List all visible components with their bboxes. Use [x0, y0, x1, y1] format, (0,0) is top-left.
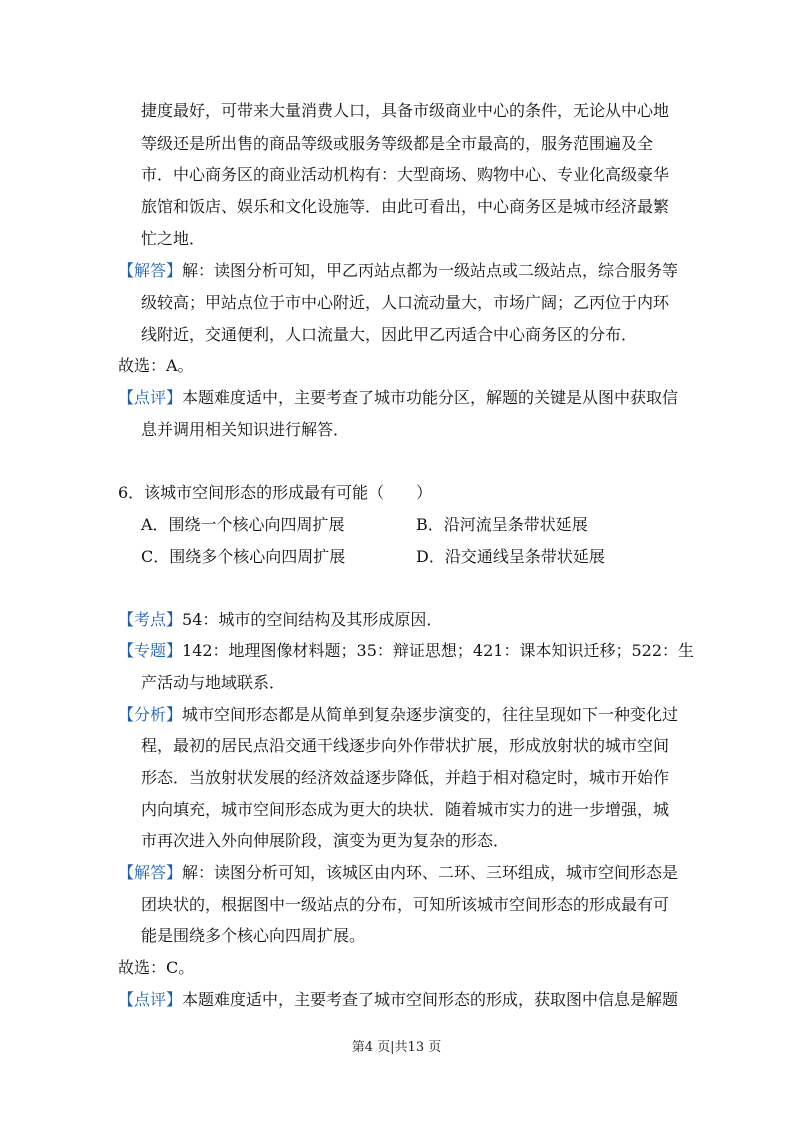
comment-line — [118, 388, 678, 408]
text-line: 级较高；甲站点位于市中心附近，人口流动量大，市场广阔；乙丙位于内环 — [141, 293, 670, 312]
text-line: 市．中心商务区的商业活动机构有：大型商场、购物中心、专业化高级豪华 — [141, 165, 670, 184]
text-line: 息并调用相关知识进行解答． — [141, 420, 350, 439]
text-line: 市再次进入外向伸展阶段，演变为更为复杂的形态． — [141, 831, 510, 850]
fenxi-tag: 【分析】 — [118, 705, 183, 724]
comment-text: 本题难度适中，主要考查了城市空间形态的形成，获取图中信息是解题 — [182, 990, 679, 1009]
choice-line: 故选：C。 — [118, 958, 195, 977]
kaodian-line — [118, 610, 442, 630]
text-line: 旅馆和饭店、娱乐和文化设施等．由此可看出，中心商务区是城市经济最繁 — [141, 197, 670, 216]
text-line: 形态．当放射状发展的经济效益逐步降低，并趋于相对稳定时，城市开始作 — [141, 768, 670, 787]
text-line: 线附近，交通便利，人口流量大，因此甲乙丙适合中心商务区的分布． — [141, 325, 638, 344]
page-number: 第4 页|共13 页 — [351, 1040, 442, 1055]
comment-line — [118, 990, 678, 1010]
comment-tag: 【点评】 — [118, 990, 183, 1009]
text-line: 捷度最好，可带来大量消费人口，具备市级商业中心的条件，无论从中心地 — [141, 101, 670, 120]
option-a: A．围绕一个核心向四周扩展 — [141, 515, 345, 534]
answer-text: 解：读图分析可知，甲乙丙站点都为一级站点或二级站点，综合服务等 — [182, 261, 679, 280]
text-line: 内向填充，城市空间形态成为更大的块状．随着城市实力的进一步增强，城 — [141, 800, 670, 819]
text-line: 忙之地． — [141, 229, 206, 248]
zhuanti-text: 142：地理图像材料题；35：辩证思想；421：课本知识迁移；522：生 — [182, 641, 694, 660]
answer-line — [118, 863, 678, 883]
choice-line: 故选：A。 — [118, 356, 194, 375]
question-stem: 6．该城市空间形态的形成最有可能（ ） — [118, 483, 433, 502]
option-d: D．沿交通线呈条带状延展 — [416, 547, 605, 566]
zhuanti-line — [118, 641, 694, 661]
text-line: 团块状的，根据图中一级站点的分布，可知所该城市空间形态的形成最有可 — [141, 895, 670, 914]
comment-text: 本题难度适中，主要考查了城市功能分区，解题的关键是从图中获取信 — [182, 388, 679, 407]
zhuanti-tag: 【专题】 — [118, 641, 183, 660]
text-line: 等级还是所出售的商品等级或服务等级都是全市最高的，服务范围遍及全 — [141, 134, 654, 153]
answer-text: 解：读图分析可知，该城区由内环、二环、三环组成，城市空间形态是 — [182, 863, 679, 882]
kaodian-tag: 【考点】 — [118, 610, 183, 629]
text-line: 产活动与地域联系． — [141, 673, 286, 692]
text-line: 程，最初的居民点沿交通干线逐步向外作带状扩展，形成放射状的城市空间 — [141, 736, 670, 755]
kaodian-text: 54：城市的空间结构及其形成原因． — [182, 610, 443, 629]
option-b: B．沿河流呈条带状延展 — [416, 515, 588, 534]
option-c: C．围绕多个核心向四周扩展 — [141, 547, 346, 566]
fenxi-text: 城市空间形态都是从简单到复杂逐步演变的，往往呈现如下一种变化过 — [182, 705, 679, 724]
answer-tag: 【解答】 — [118, 863, 183, 882]
answer-line — [118, 261, 678, 281]
comment-tag: 【点评】 — [118, 388, 183, 407]
text-line: 能是围绕多个核心向四周扩展。 — [141, 926, 366, 945]
answer-tag: 【解答】 — [118, 261, 183, 280]
fenxi-line — [118, 705, 678, 725]
